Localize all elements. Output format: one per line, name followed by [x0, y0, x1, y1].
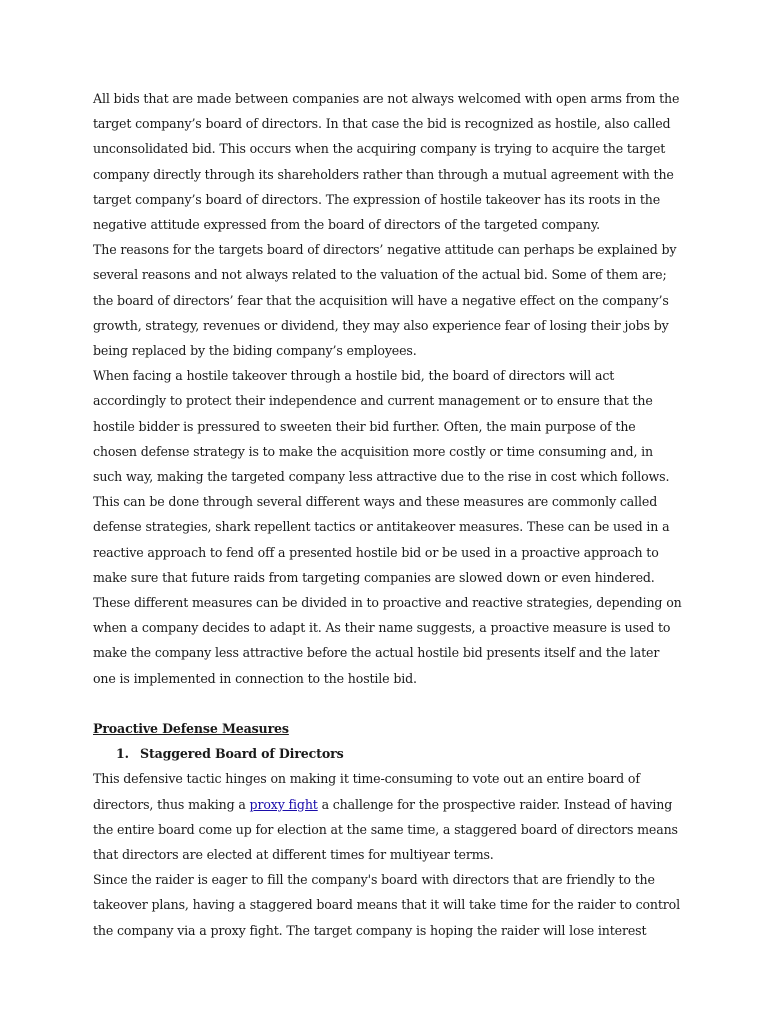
paragraph-board-attitude: The reasons for the targets board of directors’ negative attitude can perhaps be explained by several reasons and not always related to the valuation of the actual bid. Some of them are; the board of directors’ fear that the acquisition will have a negative effect on the company’s growth, strategy, revenues or dividend, they may also experience fear of losing their jobs by being replaced by the biding company’s employees. — [93, 242, 677, 359]
document-page — [93, 86, 683, 943]
paragraph-text-after-link: a challenge for the prospective raider. Instead of having the entire board come up for election at the same time, a staggered board of directors means that directors are elected at different times for multiyear terms. — [93, 796, 678, 863]
blank-line — [93, 691, 683, 716]
paragraph-staggered-board — [93, 766, 683, 867]
paragraph-proactive-reactive: These different measures can be divided in to proactive and reactive strategies, depending on when a company decides to adapt it. As their name suggests, a proactive measure is used to make the company less attractive before the actual hostile bid presents itself and the later one is implemented in connection to the hostile bid. — [93, 595, 682, 686]
proxy-fight-link[interactable]: proxy fight — [249, 796, 318, 812]
list-item-number: 1. — [116, 746, 129, 762]
paragraph-raider: Since the raider is eager to fill the company's board with directors that are friendly to the takeover plans, having a staggered board means that it will take time for the raider to control the company via a proxy fight. The target company is hoping the raider will lose interest — [93, 872, 680, 938]
paragraph-defense-strategy: When facing a hostile takeover through a hostile bid, the board of directors will act accordingly to protect their independence and current management or to ensure that the hostile bidder is pressured to sweeten their bid further. Often, the main purpose of the chosen defense strategy is to make the acquisition more costly or time consuming and, in such way, making the targeted company less attractive due to the rise in cost which follows. This can be done through several different ways and these measures are commonly called defense strategies, shark repellent tactics or antitakeover measures. These can be used in a reactive approach to fend off a presented hostile bid or be used in a proactive approach to make sure that future raids from targeting companies are slowed down or even hindered. — [93, 368, 670, 585]
list-item-title: Staggered Board of Directors — [140, 746, 344, 762]
list-item-staggered-board — [93, 741, 683, 766]
paragraph-hostile-bids: All bids that are made between companies are not always welcomed with open arms from the target company’s board of directors. In that case the bid is recognized as hostile, also called unconsolidated bid. This occurs when the acquiring company is trying to acquire the target company directly through its shareholders rather than through a mutual agreement with the target company’s board of directors. The expression of hostile takeover has its roots in the negative attitude expressed from the board of directors of the targeted company. — [93, 91, 680, 233]
paragraph-text-before-link: This defensive tactic hinges on making it time-consuming to vote out an entire board of directors, thus making a — [93, 771, 640, 812]
section-heading: Proactive Defense Measures — [93, 721, 289, 737]
